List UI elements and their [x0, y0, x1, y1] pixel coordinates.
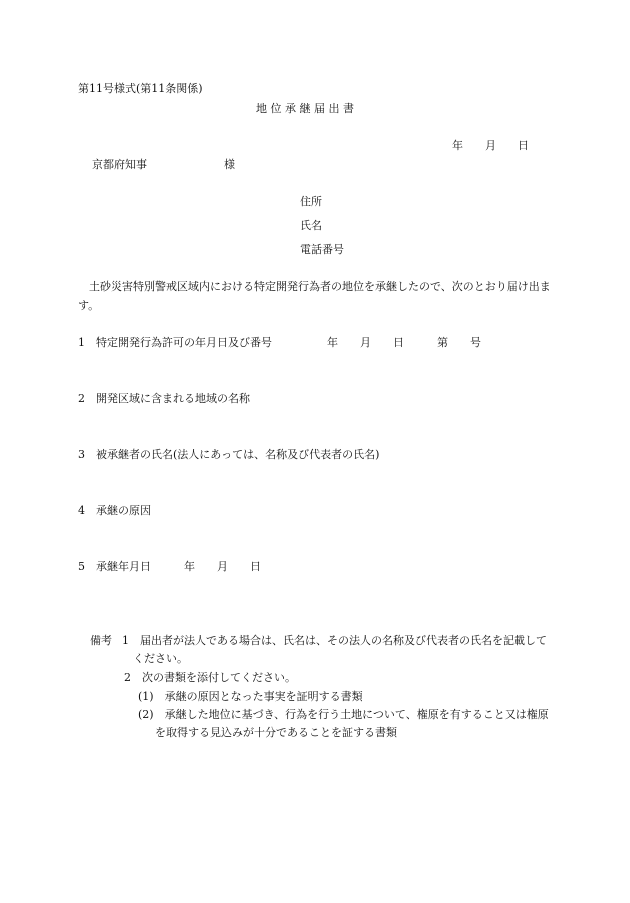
item-predecessor-name: 3 被承継者の氏名(法人にあっては、名称及び代表者の氏名): [78, 448, 380, 461]
applicant-phone-label: 電話番号: [300, 243, 344, 256]
date-line: 年 月 日: [452, 139, 529, 152]
form-label: 第11号様式(第11条関係): [78, 82, 203, 95]
intro-paragraph: 土砂災害特別警戒区域内における特定開発行為者の地位を承継したので、次のとおり届け出ます。: [78, 280, 551, 312]
applicant-name-label: 氏名: [300, 219, 322, 232]
item-succession-date: 5 承継年月日 年 月 日: [78, 560, 261, 573]
item-permit-date-number: 1 特定開発行為許可の年月日及び番号 年 月 日 第 号: [78, 336, 481, 349]
item-succession-cause: 4 承継の原因: [78, 504, 151, 517]
remarks-note-2: 2 次の書類を添付してください。: [124, 671, 296, 684]
item-area-name: 2 開発区域に含まれる地域の名称: [78, 392, 250, 405]
document-title: 地 位 承 継 届 出 書: [256, 102, 354, 115]
remarks-attachment-2: (2) 承継した地位に基づき、行為を行う土地について、権原を有すること又は権原を取得する見込みが十分であることを証する書類: [138, 708, 549, 739]
remarks-attachment-1: (1) 承継の原因となった事実を証明する書類: [138, 690, 363, 703]
addressee: 京都府知事 様: [92, 158, 235, 171]
applicant-address-label: 住所: [300, 195, 322, 208]
remarks-note-1: 1 届出者が法人である場合は、氏名は、その法人の名称及び代表者の氏名を記載してください。: [122, 634, 547, 665]
remarks-label: 備考: [90, 634, 112, 647]
